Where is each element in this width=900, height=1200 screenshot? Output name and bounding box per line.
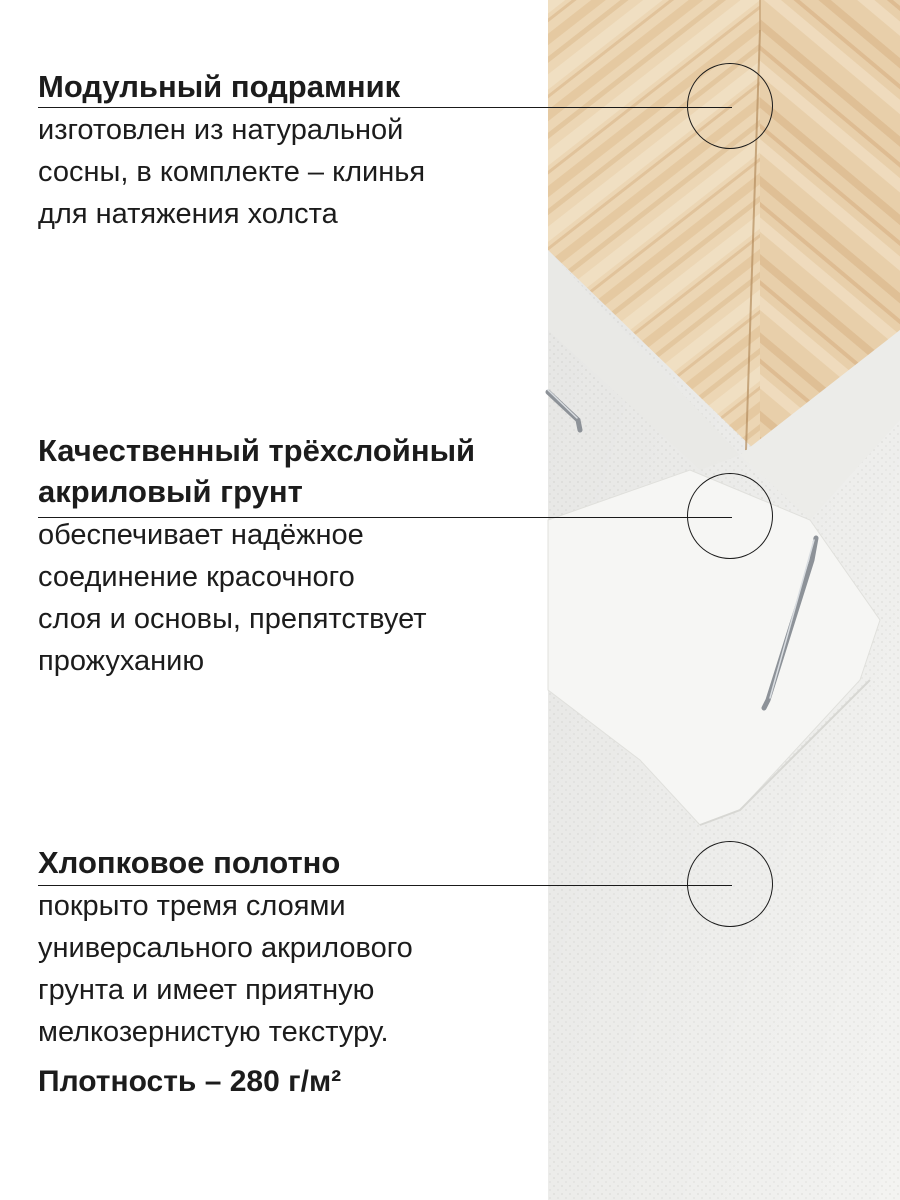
feature-heading: Качественный трёхслойный акриловый грунт [38,433,476,509]
feature-heading: Хлопковое полотно [38,845,341,880]
feature-primer [38,430,598,682]
feature-description: покрыто тремя слоями универсального акрилового грунта и имеет приятную мелкозернистую текстуру. [38,890,413,1048]
callout-circle-icon [687,473,773,559]
callout-circle-icon [687,63,773,149]
feature-description: обеспечивает надёжное соединение красочного слоя и основы, препятствует прожуханию [38,519,427,677]
density-spec: Плотность – 280 г/м² [38,1065,342,1098]
feature-description: изготовлен из натуральной сосны, в комплекте – клинья для натяжения холста [38,114,426,230]
feature-heading: Модульный подрамник [38,69,401,104]
feature-frame [38,66,598,235]
callout-circle-icon [687,841,773,927]
feature-cotton [38,842,598,1103]
